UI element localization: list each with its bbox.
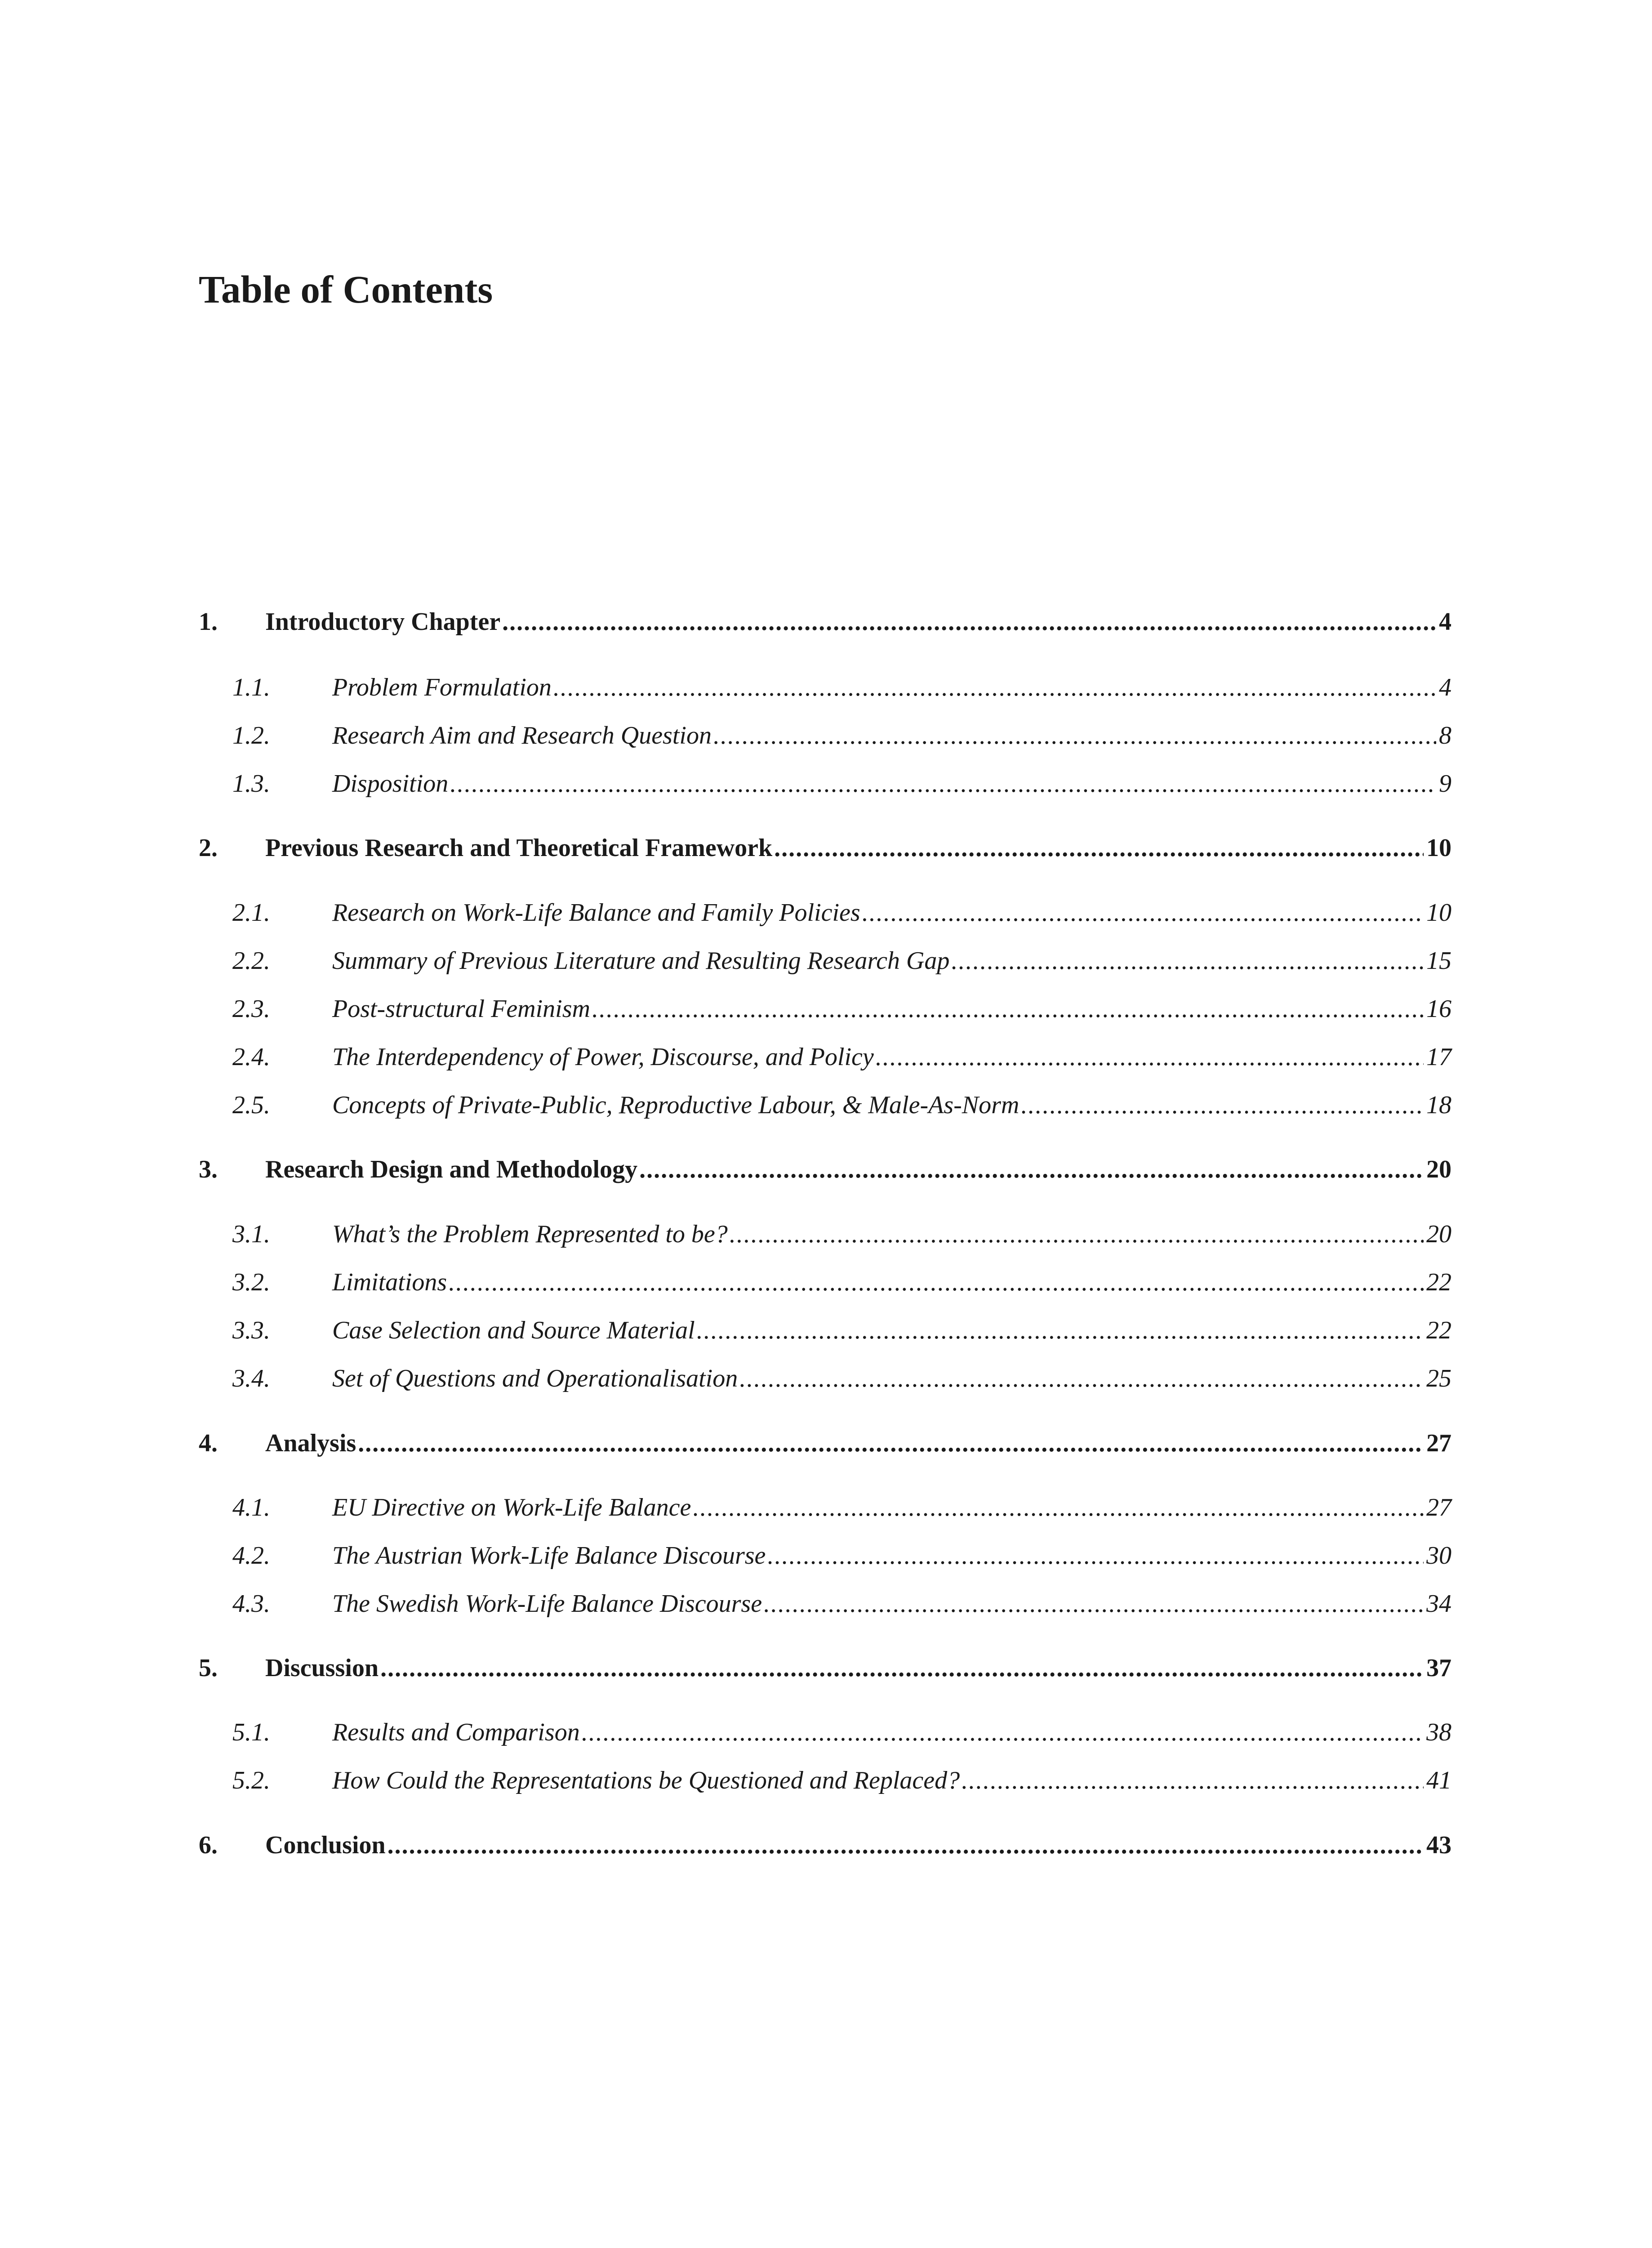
dot-leader	[697, 1310, 1424, 1351]
toc-entry-chapter[interactable]	[199, 1423, 1452, 1463]
toc-entry-page: 4	[1439, 608, 1452, 636]
dot-leader	[502, 602, 1436, 642]
toc-entry-number: 3.3.	[232, 1316, 270, 1344]
toc-entry-title: Research Design and Methodology	[265, 1155, 638, 1183]
toc-entry-number: 5.1.	[232, 1718, 270, 1746]
toc-entry-page: 18	[1426, 1091, 1452, 1119]
toc-entry-page: 9	[1439, 770, 1452, 798]
dot-leader	[639, 1149, 1424, 1190]
toc-entry-title: Concepts of Private-Public, Reproductive Labour, & Male-As-Norm	[332, 1091, 1020, 1119]
toc-entry-number: 1.2.	[232, 722, 270, 749]
toc-entry-page: 4	[1439, 674, 1452, 701]
dot-leader	[387, 1825, 1424, 1865]
toc-entry-page: 15	[1426, 947, 1452, 975]
toc-entry-section[interactable]	[199, 1535, 1452, 1576]
toc-entry-number: 4.3.	[232, 1590, 270, 1618]
toc-entry-title: Research on Work-Life Balance and Family Policies	[332, 899, 860, 927]
dot-leader	[962, 1760, 1424, 1801]
toc-entry-number: 3.1.	[232, 1220, 270, 1248]
dot-leader	[774, 828, 1424, 868]
toc-entry-page: 22	[1426, 1316, 1452, 1344]
toc-entry-section[interactable]	[199, 1085, 1452, 1125]
toc-entry-chapter[interactable]	[199, 1149, 1452, 1190]
toc-entry-number: 6.	[199, 1831, 218, 1859]
toc-entry-number: 5.2.	[232, 1766, 270, 1794]
toc-entry-title: Limitations	[332, 1268, 447, 1296]
toc-entry-page: 30	[1426, 1542, 1452, 1570]
toc-entry-title: Case Selection and Source Material	[332, 1316, 695, 1344]
toc-entry-number: 4.1.	[232, 1494, 270, 1521]
dot-leader	[450, 763, 1436, 804]
toc-entry-section[interactable]	[199, 1760, 1452, 1801]
dot-leader	[862, 892, 1424, 933]
toc-entry-number: 1.3.	[232, 770, 270, 798]
dot-leader	[449, 1262, 1424, 1302]
toc-entry-number: 3.4.	[232, 1365, 270, 1392]
toc-entry-chapter[interactable]	[199, 1648, 1452, 1688]
toc-entry-title: Post-structural Feminism	[332, 995, 590, 1023]
dot-leader	[764, 1583, 1424, 1624]
dot-leader	[951, 941, 1424, 981]
toc-entry-section[interactable]	[199, 763, 1452, 804]
toc-entry-page: 16	[1426, 995, 1452, 1023]
toc-entry-number: 2.1.	[232, 899, 270, 927]
toc-entry-title: Analysis	[265, 1429, 356, 1457]
toc-entry-section[interactable]	[199, 1310, 1452, 1351]
toc-entry-title: Problem Formulation	[332, 674, 552, 701]
toc-entry-title: Set of Questions and Operationalisation	[332, 1365, 738, 1392]
toc-entry-number: 2.4.	[232, 1043, 270, 1071]
toc-entry-number: 2.5.	[232, 1091, 270, 1119]
toc-entry-page: 27	[1426, 1429, 1452, 1457]
toc-entry-page: 34	[1426, 1590, 1452, 1618]
toc-entry-title: The Austrian Work-Life Balance Discourse	[332, 1542, 766, 1570]
toc-entry-number: 2.2.	[232, 947, 270, 975]
toc-entry-section[interactable]	[199, 892, 1452, 933]
toc-entry-page: 38	[1426, 1718, 1452, 1746]
dot-leader	[582, 1712, 1424, 1753]
dot-leader	[358, 1423, 1424, 1463]
toc-entry-page: 25	[1426, 1365, 1452, 1392]
toc-entry-number: 4.2.	[232, 1542, 270, 1570]
dot-leader	[592, 989, 1424, 1029]
toc-entry-page: 37	[1426, 1654, 1452, 1682]
toc-entry-title: The Interdependency of Power, Discourse, and Policy	[332, 1043, 874, 1071]
toc-entry-title: Introductory Chapter	[265, 608, 501, 636]
toc-entry-chapter[interactable]	[199, 602, 1452, 642]
toc-entry-number: 3.	[199, 1155, 218, 1183]
toc-entry-section[interactable]	[199, 1487, 1452, 1528]
dot-leader	[767, 1535, 1424, 1576]
toc-entry-page: 20	[1426, 1155, 1452, 1183]
toc-entry-title: Summary of Previous Literature and Resulting Research Gap	[332, 947, 950, 975]
toc-entry-page: 10	[1426, 834, 1452, 862]
toc-entry-section[interactable]	[199, 1262, 1452, 1302]
toc-entry-title: Conclusion	[265, 1831, 386, 1859]
toc-entry-title: How Could the Representations be Questioned and Replaced?	[332, 1766, 960, 1794]
dot-leader	[713, 715, 1436, 756]
toc-entry-chapter[interactable]	[199, 1825, 1452, 1865]
toc-entry-number: 1.	[199, 608, 218, 636]
dot-leader	[693, 1487, 1424, 1528]
toc-entry-page: 43	[1426, 1831, 1452, 1859]
toc-entry-page: 22	[1426, 1268, 1452, 1296]
toc-entry-number: 2.	[199, 834, 218, 862]
toc-entry-section[interactable]	[199, 1037, 1452, 1077]
toc-entry-section[interactable]	[199, 1583, 1452, 1624]
toc-entry-page: 17	[1426, 1043, 1452, 1071]
toc-entry-title: Research Aim and Research Question	[332, 722, 712, 749]
toc-entry-title: What’s the Problem Represented to be?	[332, 1220, 728, 1248]
dot-leader	[876, 1037, 1424, 1077]
toc-entry-number: 2.3.	[232, 995, 270, 1023]
toc-entry-section[interactable]	[199, 941, 1452, 981]
dot-leader	[553, 667, 1436, 708]
toc-entry-title: Results and Comparison	[332, 1718, 580, 1746]
toc-entry-page: 8	[1439, 722, 1452, 749]
toc-entry-number: 5.	[199, 1654, 218, 1682]
dot-leader	[739, 1358, 1424, 1399]
dot-leader	[1021, 1085, 1424, 1125]
toc-entry-section[interactable]	[199, 1214, 1452, 1254]
page-title: Table of Contents	[199, 268, 493, 311]
toc-entry-title: Disposition	[332, 770, 449, 798]
dot-leader	[730, 1214, 1424, 1254]
toc-entry-title: The Swedish Work-Life Balance Discourse	[332, 1590, 762, 1618]
toc-entry-section[interactable]	[199, 989, 1452, 1029]
toc-entry-section[interactable]	[199, 667, 1452, 708]
toc-entry-title: Previous Research and Theoretical Framework	[265, 834, 773, 862]
toc-entry-number: 1.1.	[232, 674, 270, 701]
toc-entry-page: 41	[1426, 1766, 1452, 1794]
toc-entry-page: 20	[1426, 1220, 1452, 1248]
dot-leader	[380, 1648, 1424, 1688]
toc-entry-section[interactable]	[199, 1358, 1452, 1399]
toc-entry-section[interactable]	[199, 715, 1452, 756]
toc-entry-title: EU Directive on Work-Life Balance	[332, 1494, 691, 1521]
toc-entry-number: 3.2.	[232, 1268, 270, 1296]
toc-entry-title: Discussion	[265, 1654, 379, 1682]
toc-entry-chapter[interactable]	[199, 828, 1452, 868]
toc-entry-page: 27	[1426, 1494, 1452, 1521]
toc-entry-number: 4.	[199, 1429, 218, 1457]
toc-entry-page: 10	[1426, 899, 1452, 927]
toc-entry-section[interactable]	[199, 1712, 1452, 1753]
